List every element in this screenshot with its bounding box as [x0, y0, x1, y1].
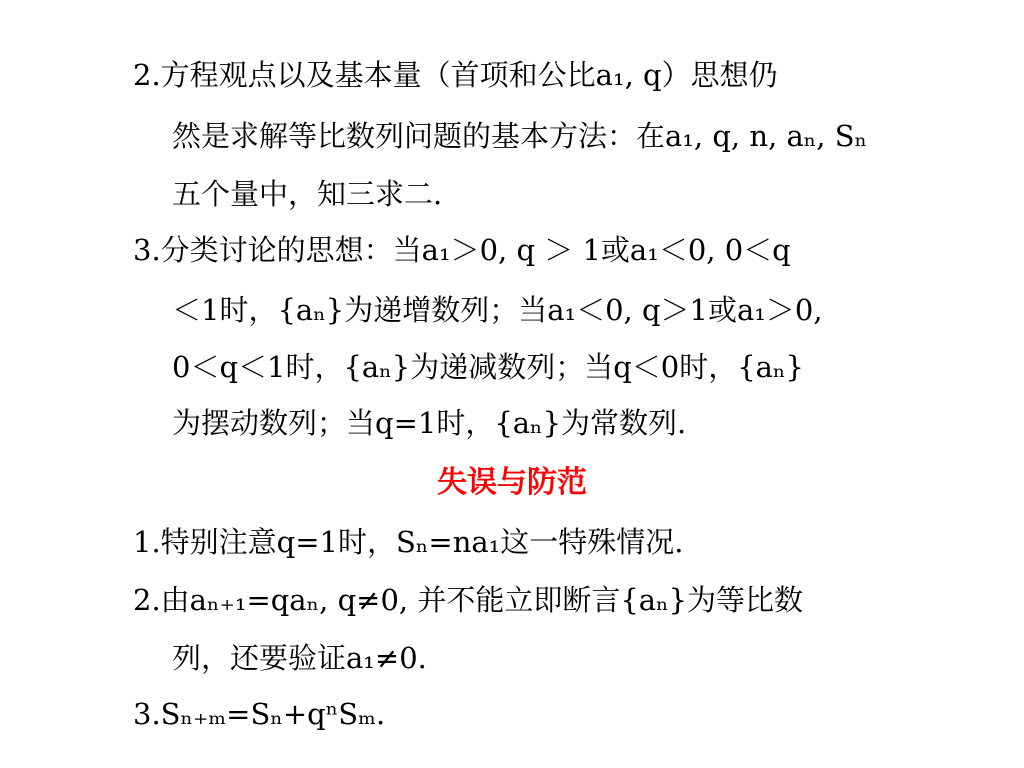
s1-item3-line2: ＜1时，{aₙ}为递增数列；当a₁＜0, q＞1或a₁＞0,	[172, 293, 823, 327]
s1-item2-text1: 方程观点以及基本量（首项和公比a₁, q）思想仍	[160, 58, 778, 92]
s2-item2-line2: 列，还要验证a₁≠0.	[172, 641, 427, 675]
s2-item3-line1	[133, 694, 385, 734]
s1-item3-line1	[133, 230, 791, 270]
s2-item3-text1: Sₙ₊ₘ=Sₙ+qⁿSₘ.	[160, 697, 386, 731]
s2-item2-line1	[133, 580, 803, 620]
s1-item2-line3: 五个量中，知三求二.	[172, 177, 443, 211]
s1-item2-line2: 然是求解等比数列问题的基本方法：在a₁, q, n, aₙ, Sₙ	[172, 119, 868, 153]
s2-item1-number: 1.	[133, 525, 161, 559]
s2-item1-line1	[133, 522, 684, 562]
s1-item2-number: 2.	[133, 58, 161, 92]
s2-item2-number: 2.	[133, 583, 161, 617]
s1-item3-line3: 0＜q＜1时，{aₙ}为递减数列；当q＜0时，{aₙ}	[172, 350, 804, 384]
s1-item3-line4: 为摆动数列；当q=1时，{aₙ}为常数列.	[172, 406, 687, 440]
s2-item2-text1: 由aₙ₊₁=qaₙ, q≠0, 并不能立即断言{aₙ}为等比数	[160, 583, 804, 617]
s2-item1-text1: 特别注意q=1时，Sₙ=na₁这一特殊情况.	[160, 525, 684, 559]
s1-item2-line1	[133, 55, 778, 95]
section-heading-pitfalls: 失误与防范	[437, 465, 587, 500]
s1-item3-text1: 分类讨论的思想：当a₁＞0, q ＞ 1或a₁＜0, 0＜q	[160, 233, 791, 267]
s1-item3-number: 3.	[133, 233, 161, 267]
s2-item3-number: 3.	[133, 697, 161, 731]
